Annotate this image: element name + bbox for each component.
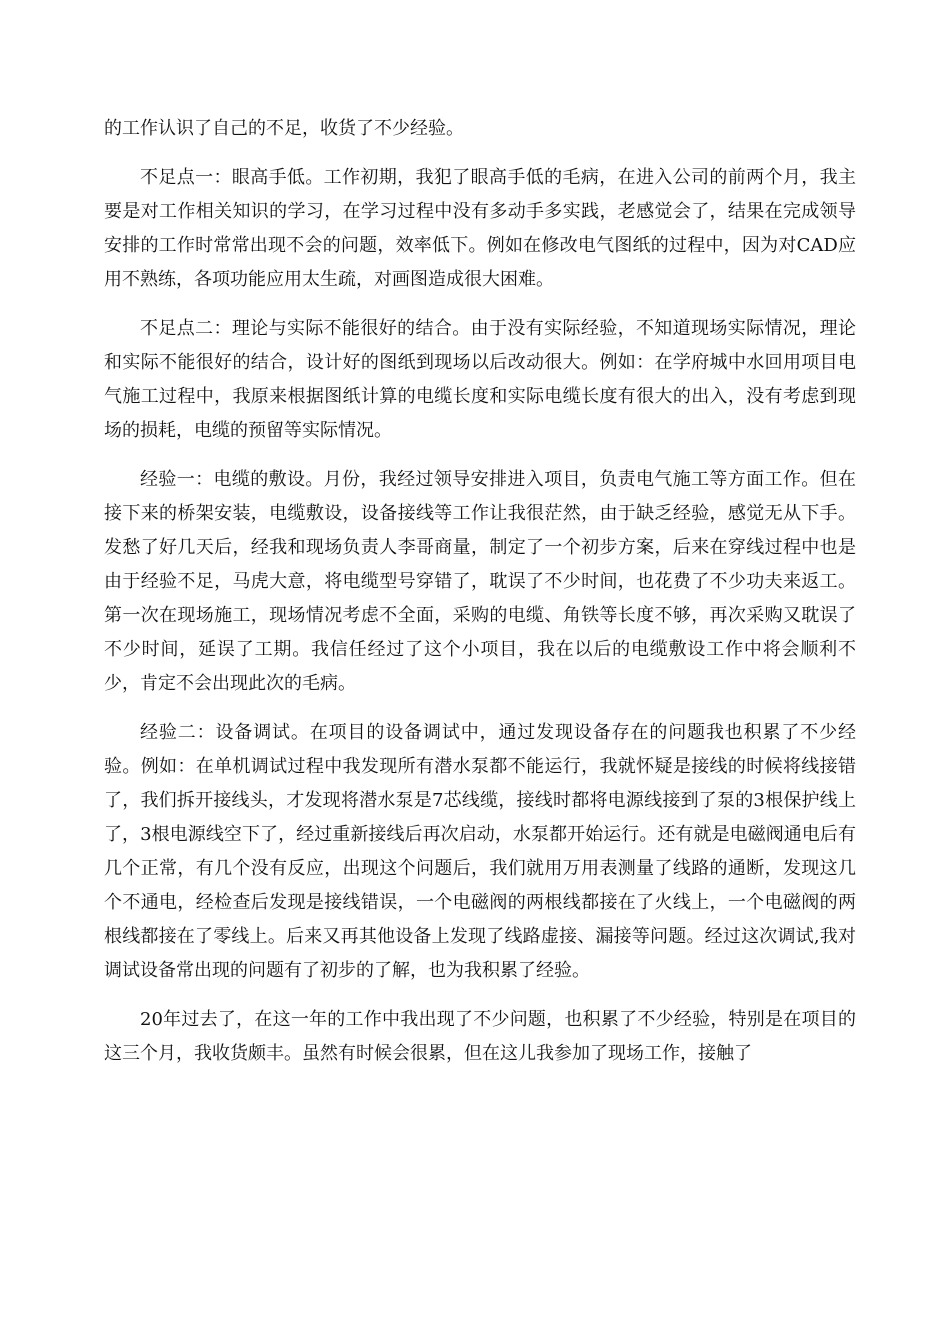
paragraph-shortcoming-two: 不足点二：理论与实际不能很好的结合。由于没有实际经验，不知道现场实际情况，理论和实际不能很好的结合，设计好的图纸到现场以后改动很大。例如：在学府城中水回用项目电气施工过程中，我原来根据图纸计算的电缆长度和实际电缆长度有很大的出入，没有考虑到现场的损耗，电缆的预留等实际情况。 bbox=[104, 318, 856, 441]
paragraph-experience-one: 经验一：电缆的敷设。月份，我经过领导安排进入项目，负责电气施工等方面工作。但在接下来的桥架安装，电缆敷设，设备接线等工作让我很茫然，由于缺乏经验，感觉无从下手。发愁了好几天后，经我和现场负责人李哥商量，制定了一个初步方案，后来在穿线过程中也是由于经验不足，马虎大意，将电缆型号穿错了，耽误了不少时间，也花费了不少功夫来返工。第一次在现场施工，现场情况考虑不全面，采购的电缆、角铁等长度不够，再次采购又耽误了不少时间，延误了工期。我信任经过了这个小项目，我在以后的电缆敷设工作中将会顺利不少，肯定不会出现此次的毛病。 bbox=[104, 469, 856, 694]
document-body bbox=[104, 112, 856, 1086]
paragraph-shortcoming-one: 不足点一：眼高手低。工作初期，我犯了眼高手低的毛病，在进入公司的前两个月，我主要是对工作相关知识的学习，在学习过程中没有多动手多实践，老感觉会了，结果在完成领导安排的工作时常常出现不会的问题，效率低下。例如在修改电气图纸的过程中，因为对CAD应用不熟练，各项功能应用太生疏，对画图造成很大困难。 bbox=[104, 167, 856, 290]
paragraph-continuation: 的工作认识了自己的不足，收货了不少经验。 bbox=[104, 118, 464, 139]
paragraph-experience-two: 经验二：设备调试。在项目的设备调试中，通过发现设备存在的问题我也积累了不少经验。例如：在单机调试过程中我发现所有潜水泵都不能运行，我就怀疑是接线的时候将线接错了，我们拆开接线头，才发现将潜水泵是7芯线缆，接线时都将电源线接到了泵的3根保护线上了，3根电源线空下了，经过重新接线后再次启动，水泵都开始运行。还有就是电磁阀通电后有几个正常，有几个没有反应，出现这个问题后，我们就用万用表测量了线路的通断，发现这几个不通电，经检查后发现是接线错误，一个电磁阀的两根线都接在了火线上，一个电磁阀的两根线都接在了零线上。后来又再其他设备上发现了线路虚接、漏接等问题。经过这次调试,我对调试设备常出现的问题有了初步的了解，也为我积累了经验。 bbox=[104, 722, 856, 981]
paragraph-summary: 20年过去了，在这一年的工作中我出现了不少问题，也积累了不少经验，特别是在项目的这三个月，我收货颇丰。虽然有时候会很累，但在这儿我参加了现场工作，接触了 bbox=[104, 1009, 856, 1064]
